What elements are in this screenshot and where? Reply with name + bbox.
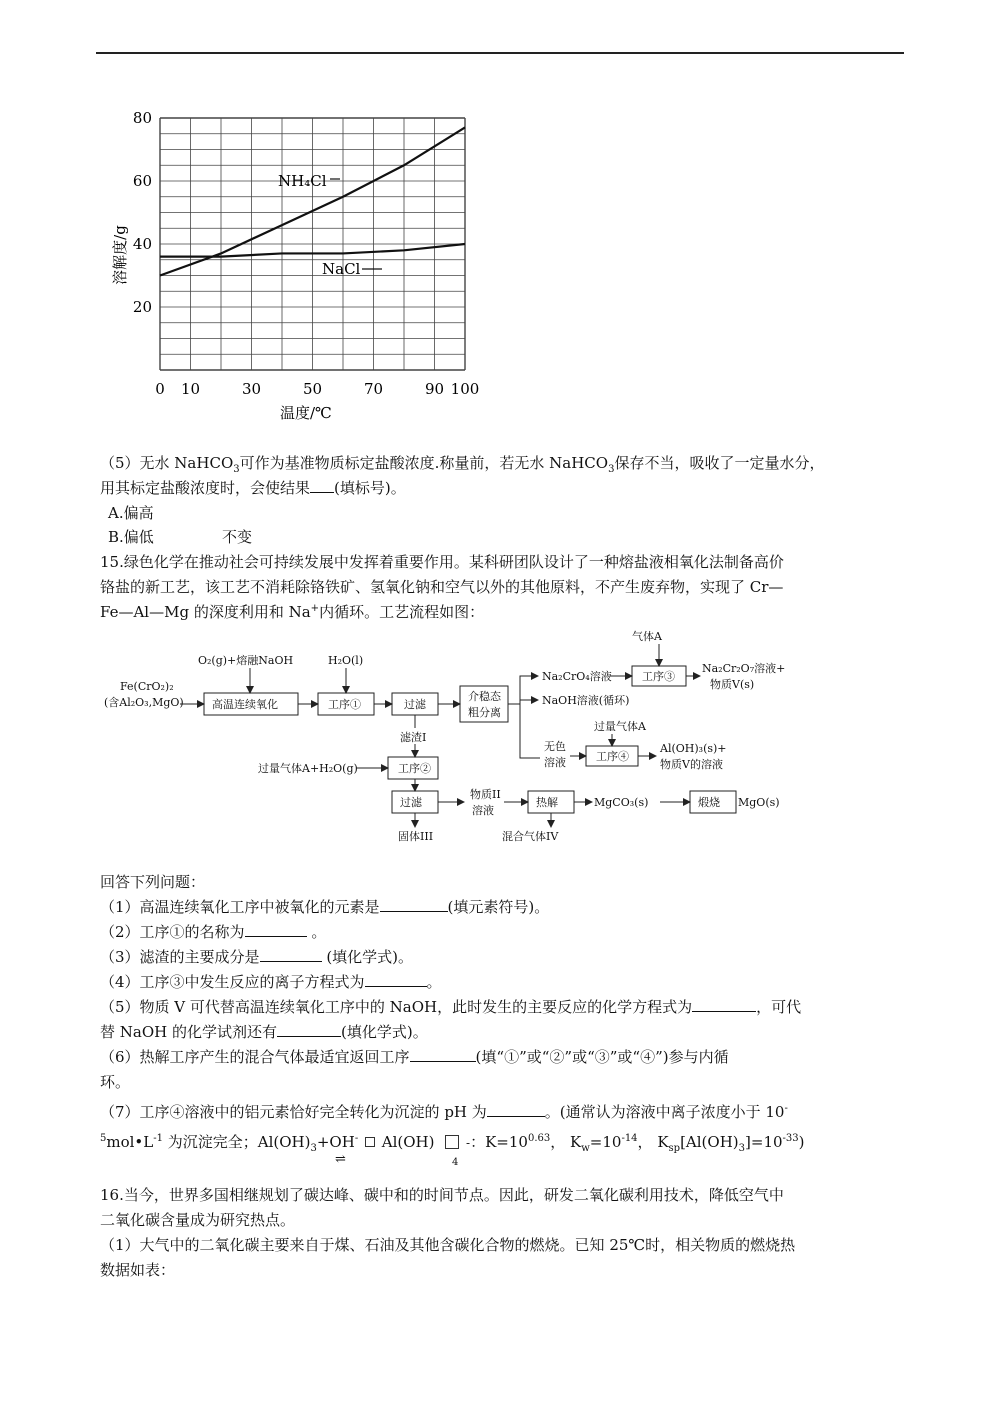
answer-blank-7 (487, 1102, 545, 1117)
x-tick-label: 10 (180, 380, 201, 398)
na2cro4-solution: Na₂CrO₄溶液 (542, 670, 612, 683)
filter-2: 过滤 (400, 796, 422, 809)
step-2: 工序② (398, 762, 431, 775)
excess-gas-a: 过量气体A (594, 720, 646, 733)
series-label-nh4cl: NH₄Cl (278, 172, 327, 190)
reagent-water: H₂O(l) (328, 654, 364, 667)
step-3: 工序③ (642, 670, 675, 683)
solid-3: 固体III (398, 830, 434, 843)
mgo: MgO(s) (738, 796, 780, 809)
q16-line1: 16.当今，世界多国相继规划了碳达峰、碳中和的时间节点。因此，研发二氧化碳利用技术，降低空气中 (100, 1186, 784, 1204)
residue-1: 滤渣I (400, 731, 427, 744)
substance-2-1: 物质II (470, 788, 501, 801)
product-al-2: 物质V的溶液 (660, 758, 723, 771)
q15-part-3: （3）滤渣的主要成分是 (填化学式)。 (100, 948, 414, 966)
mgco3: MgCO₃(s) (594, 796, 649, 809)
answer-blank-2 (245, 922, 307, 937)
q15-part-7-line1: （7）工序④溶液中的铝元素恰好完全转化为沉淀的 pH 为 。(通常认为溶液中离子浓度小于 10- (100, 1103, 788, 1121)
answer-blank-1 (380, 897, 448, 912)
q15-part-5-line1: （5）物质 V 可代替高温连续氧化工序中的 NaOH，此时发生的主要反应的化学方程式为 ，可代 (100, 998, 802, 1016)
q15-part-7-line2: $^5mol•L^{-1}$ 为沉淀完全；$Al(OH)_3+OH^-$ Al(OH) -：$K=10^{0.63}$， $K_w=10^{-14}$， $K_{sp}[Al(OH)_3]=10^{-33}$) (100, 1133, 805, 1154)
q14-5-option-c: 不变 (222, 528, 253, 546)
mixed-gas-4: 混合气体IV (502, 830, 559, 843)
q15-intro-line1: 15.绿色化学在推动社会可持续发展中发挥着重要作用。某科研团队设计了一种熔盐液相氧化法制备高价 (100, 553, 784, 571)
step-oxidation: 高温连续氧化 (212, 698, 278, 711)
q16-line3: （1）大气中的二氧化碳主要来自于煤、石油及其他含碳化合物的燃烧。已知 25℃时，相关物质的燃烧热 (100, 1236, 796, 1254)
reagent-oxygen-naoh: O₂(g)+熔融NaOH (198, 654, 294, 667)
y-tick-label: 20 (132, 298, 152, 316)
answer-blank-3 (260, 947, 322, 962)
subscript-4: 4 (452, 1157, 459, 1168)
x-tick-label: 70 (363, 380, 384, 398)
equilibrium-arrow: ⇌ (335, 1152, 346, 1167)
answer-blank-5a (692, 997, 756, 1012)
q15-part-5-line2: 替 NaOH 的化学试剂还有 (填化学式)。 (100, 1023, 428, 1041)
q16-line2: 二氧化碳含量成为研究热点。 (100, 1211, 296, 1229)
substance-2-2: 溶液 (472, 804, 494, 817)
answer-blank-5b (277, 1022, 341, 1037)
separation-2: 粗分离 (468, 706, 501, 719)
pyrolysis: 热解 (536, 796, 558, 809)
feed-label-2: (含Al₂O₃,MgO) (104, 696, 184, 709)
answer-blank (310, 478, 334, 493)
product-al-1: Al(OH)₃(s)+ (660, 742, 727, 755)
q15-part-2: （2）工序①的名称为 。 (100, 923, 327, 941)
x-tick-label: 30 (241, 380, 262, 398)
excess-gas-a-water: 过量气体A+H₂O(g) (258, 762, 358, 775)
step-1: 工序① (328, 698, 361, 711)
answer-blank-6 (410, 1047, 476, 1062)
colorless-1: 无色 (544, 740, 566, 753)
process-flow-diagram (100, 622, 820, 852)
q15-part-1: （1）高温连续氧化工序中被氧化的元素是 (填元素符号)。 (100, 898, 550, 916)
x-tick-label: 0 (155, 380, 165, 398)
x-axis-label: 温度/℃ (280, 404, 332, 422)
q15-part-6-line1: （6）热解工序产生的混合气体最适宜返回工序 (填“①”或“②”或“③”或“④”)参与内循 (100, 1048, 729, 1066)
colorless-2: 溶液 (544, 756, 566, 769)
step-4: 工序④ (596, 750, 629, 763)
x-tick-label: 90 (424, 380, 445, 398)
answer-intro: 回答下列问题： (100, 873, 206, 891)
y-tick-label: 40 (132, 235, 152, 253)
header-rule (96, 52, 904, 54)
q15-part-4: （4）工序③中发生反应的离子方程式为 。 (100, 973, 442, 991)
solubility-chart (100, 105, 500, 425)
x-tick-label: 100 (450, 380, 480, 398)
y-tick-label: 60 (132, 172, 152, 190)
q14-5-option-b: B.偏低 (108, 528, 154, 546)
q15-part-6-line2: 环。 (100, 1073, 131, 1091)
calcine: 煅烧 (698, 796, 720, 809)
separation-1: 介稳态 (468, 690, 501, 703)
naoh-cycle: NaOH溶液(循环) (542, 694, 630, 707)
q15-intro-line2: 铬盐的新工艺，该工艺不消耗除铬铁矿、氢氧化钠和空气以外的其他原料，不产生废弃物，实现了 Cr— (100, 578, 784, 596)
placeholder-box-icon (365, 1137, 375, 1147)
feed-label-1: Fe(CrO₂)₂ (120, 680, 174, 693)
y-tick-label: 80 (132, 109, 152, 127)
answer-blank-4 (365, 972, 427, 987)
x-tick-label: 50 (302, 380, 323, 398)
gas-a-top: 气体A (632, 630, 662, 643)
q14-5-line1: （5）无水 NaHCO$_3$可作为基准物质标定盐酸浓度.称量前，若无水 NaHCO$_3$保存不当，吸收了一定量水分， (100, 454, 825, 475)
q15-intro-line3: Fe—Al—Mg 的深度利用和 Na+内循环。工艺流程如图： (100, 603, 485, 621)
product-cr-2: 物质V(s) (710, 678, 755, 691)
placeholder-box-icon (445, 1135, 459, 1149)
product-cr-1: Na₂Cr₂O₇溶液+ (702, 662, 786, 675)
y-axis-label: 溶解度/g (111, 225, 129, 285)
filter-1: 过滤 (404, 698, 426, 711)
q16-line4: 数据如表： (100, 1261, 176, 1279)
q14-5-option-a: A.偏高 (108, 504, 154, 522)
q14-5-line2: 用其标定盐酸浓度时，会使结果 (填标号)。 (100, 479, 406, 497)
series-label-nacl: NaCl (322, 260, 361, 278)
